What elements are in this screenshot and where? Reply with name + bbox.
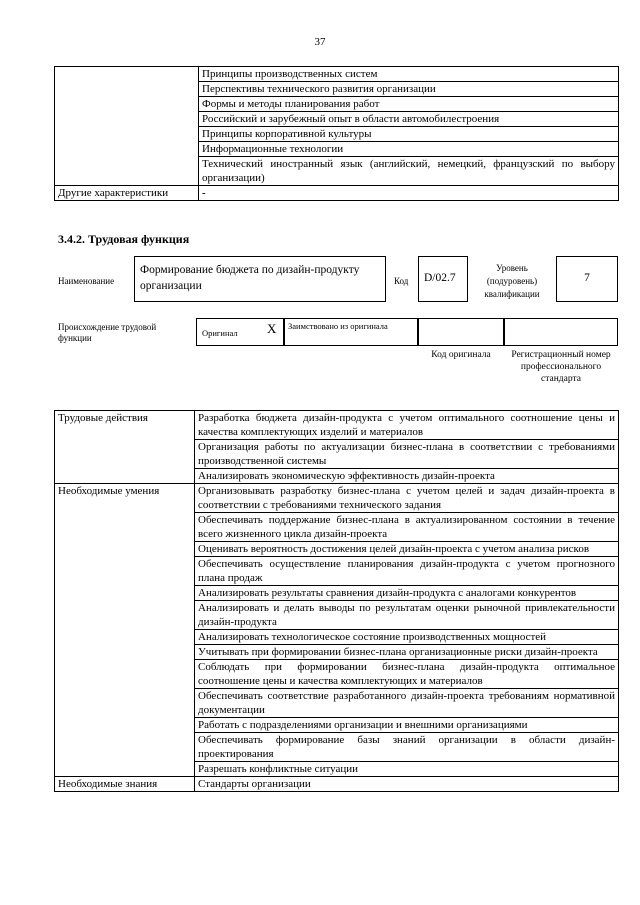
reg-number-caption: Регистрационный номер профессионального стандарта — [511, 350, 611, 384]
code-original-cell — [418, 318, 504, 346]
list-item: Обеспечивать осуществление планирования дизайн-продукта с учетом прогнозного плана продаж — [195, 557, 619, 586]
table-cell: Формы и методы планирования работ — [199, 97, 619, 112]
page-number: 37 — [314, 36, 326, 48]
level-value: 7 — [584, 272, 590, 284]
list-item: Организовывать разработку бизнес-плана с учетом целей и задач дизайн-проекта в соответствии с требованиями технического задания — [195, 484, 619, 513]
table-cell: Информационные технологии — [199, 142, 619, 157]
code-value: D/02.7 — [424, 272, 456, 284]
code-label: Код — [394, 276, 409, 286]
level-label: Уровень (подуровень) квалификации — [484, 263, 540, 299]
other-characteristics-label: Другие характеристики — [55, 186, 199, 201]
name-value: Формирование бюджета по дизайн-продукту организации — [140, 264, 360, 292]
list-item: Работать с подразделениями организации и внешними организациями — [195, 718, 619, 733]
table-cell: Перспективы технического развития организации — [199, 82, 619, 97]
list-item: Разработка бюджета дизайн-продукта с учетом оптимального соотношение цены и качества комплектующих изделий и материалов — [195, 411, 619, 440]
list-item: Оценивать вероятность достижения целей дизайн-проекта с учетом анализа рисков — [195, 542, 619, 557]
origin-label: Происхождение трудовой функции — [58, 322, 157, 343]
list-item: Обеспечивать соответствие разработанного дизайн-проекта требованиям нормативной документации — [195, 689, 619, 718]
list-item: Учитывать при формировании бизнес-плана организационные риски дизайн-проекта — [195, 645, 619, 660]
list-item: Анализировать экономическую эффективность дизайн-проекта — [195, 469, 619, 484]
list-item: Разрешать конфликтные ситуации — [195, 762, 619, 777]
list-item: Обеспечивать формирование базы знаний организации в области дизайн-проектирования — [195, 733, 619, 762]
name-label: Наименование — [58, 276, 115, 286]
reg-number-cell — [504, 318, 618, 346]
table-cell: Принципы корпоративной культуры — [199, 127, 619, 142]
table-cell: Принципы производственных систем — [199, 67, 619, 82]
group-label-skills: Необходимые умения — [55, 484, 195, 777]
list-item: Анализировать технологическое состояние производственных мощностей — [195, 630, 619, 645]
original-label: Оригинал — [202, 328, 238, 338]
table-cell: Российский и зарубежный опыт в области автомобилестроения — [199, 112, 619, 127]
left-cell — [55, 67, 199, 186]
borrowed-label: Заимствовано из оригинала — [288, 321, 388, 331]
table-row — [55, 67, 619, 82]
code-original-caption: Код оригинала — [431, 350, 491, 360]
other-characteristics-value: - — [199, 186, 619, 201]
list-item: Обеспечивать поддержание бизнес-плана в актуализированном состоянии в течение всего жизненного цикла дизайн-проекта — [195, 513, 619, 542]
original-mark: X — [267, 321, 277, 336]
table-row — [55, 777, 619, 792]
group-label-actions: Трудовые действия — [55, 411, 195, 484]
table-row — [55, 411, 619, 440]
list-item: Стандарты организации — [195, 777, 619, 792]
list-item: Анализировать результаты сравнения дизайн-продукта с аналогами конкурентов — [195, 586, 619, 601]
table-row — [55, 484, 619, 513]
group-label-knowledge: Необходимые знания — [55, 777, 195, 792]
table-row — [55, 186, 619, 201]
borrowed-cell — [284, 318, 418, 346]
original-cell — [196, 318, 284, 346]
list-item: Анализировать и делать выводы по результатам оценки рыночной привлекательности дизайн-продукта — [195, 601, 619, 630]
labor-function-table — [54, 410, 619, 792]
knowledge-continuation-table — [54, 66, 619, 201]
list-item: Организация работы по актуализации бизнес-плана в соответствии с требованиями производственной системы — [195, 440, 619, 469]
section-heading: 3.4.2. Трудовая функция — [58, 232, 190, 246]
table-cell: Технический иностранный язык (английский, немецкий, французский по выбору организации) — [199, 157, 619, 186]
list-item: Соблюдать при формировании бизнес-плана дизайн-продукта оптимальное соотношение цены и качества комплектующих и материалов — [195, 660, 619, 689]
